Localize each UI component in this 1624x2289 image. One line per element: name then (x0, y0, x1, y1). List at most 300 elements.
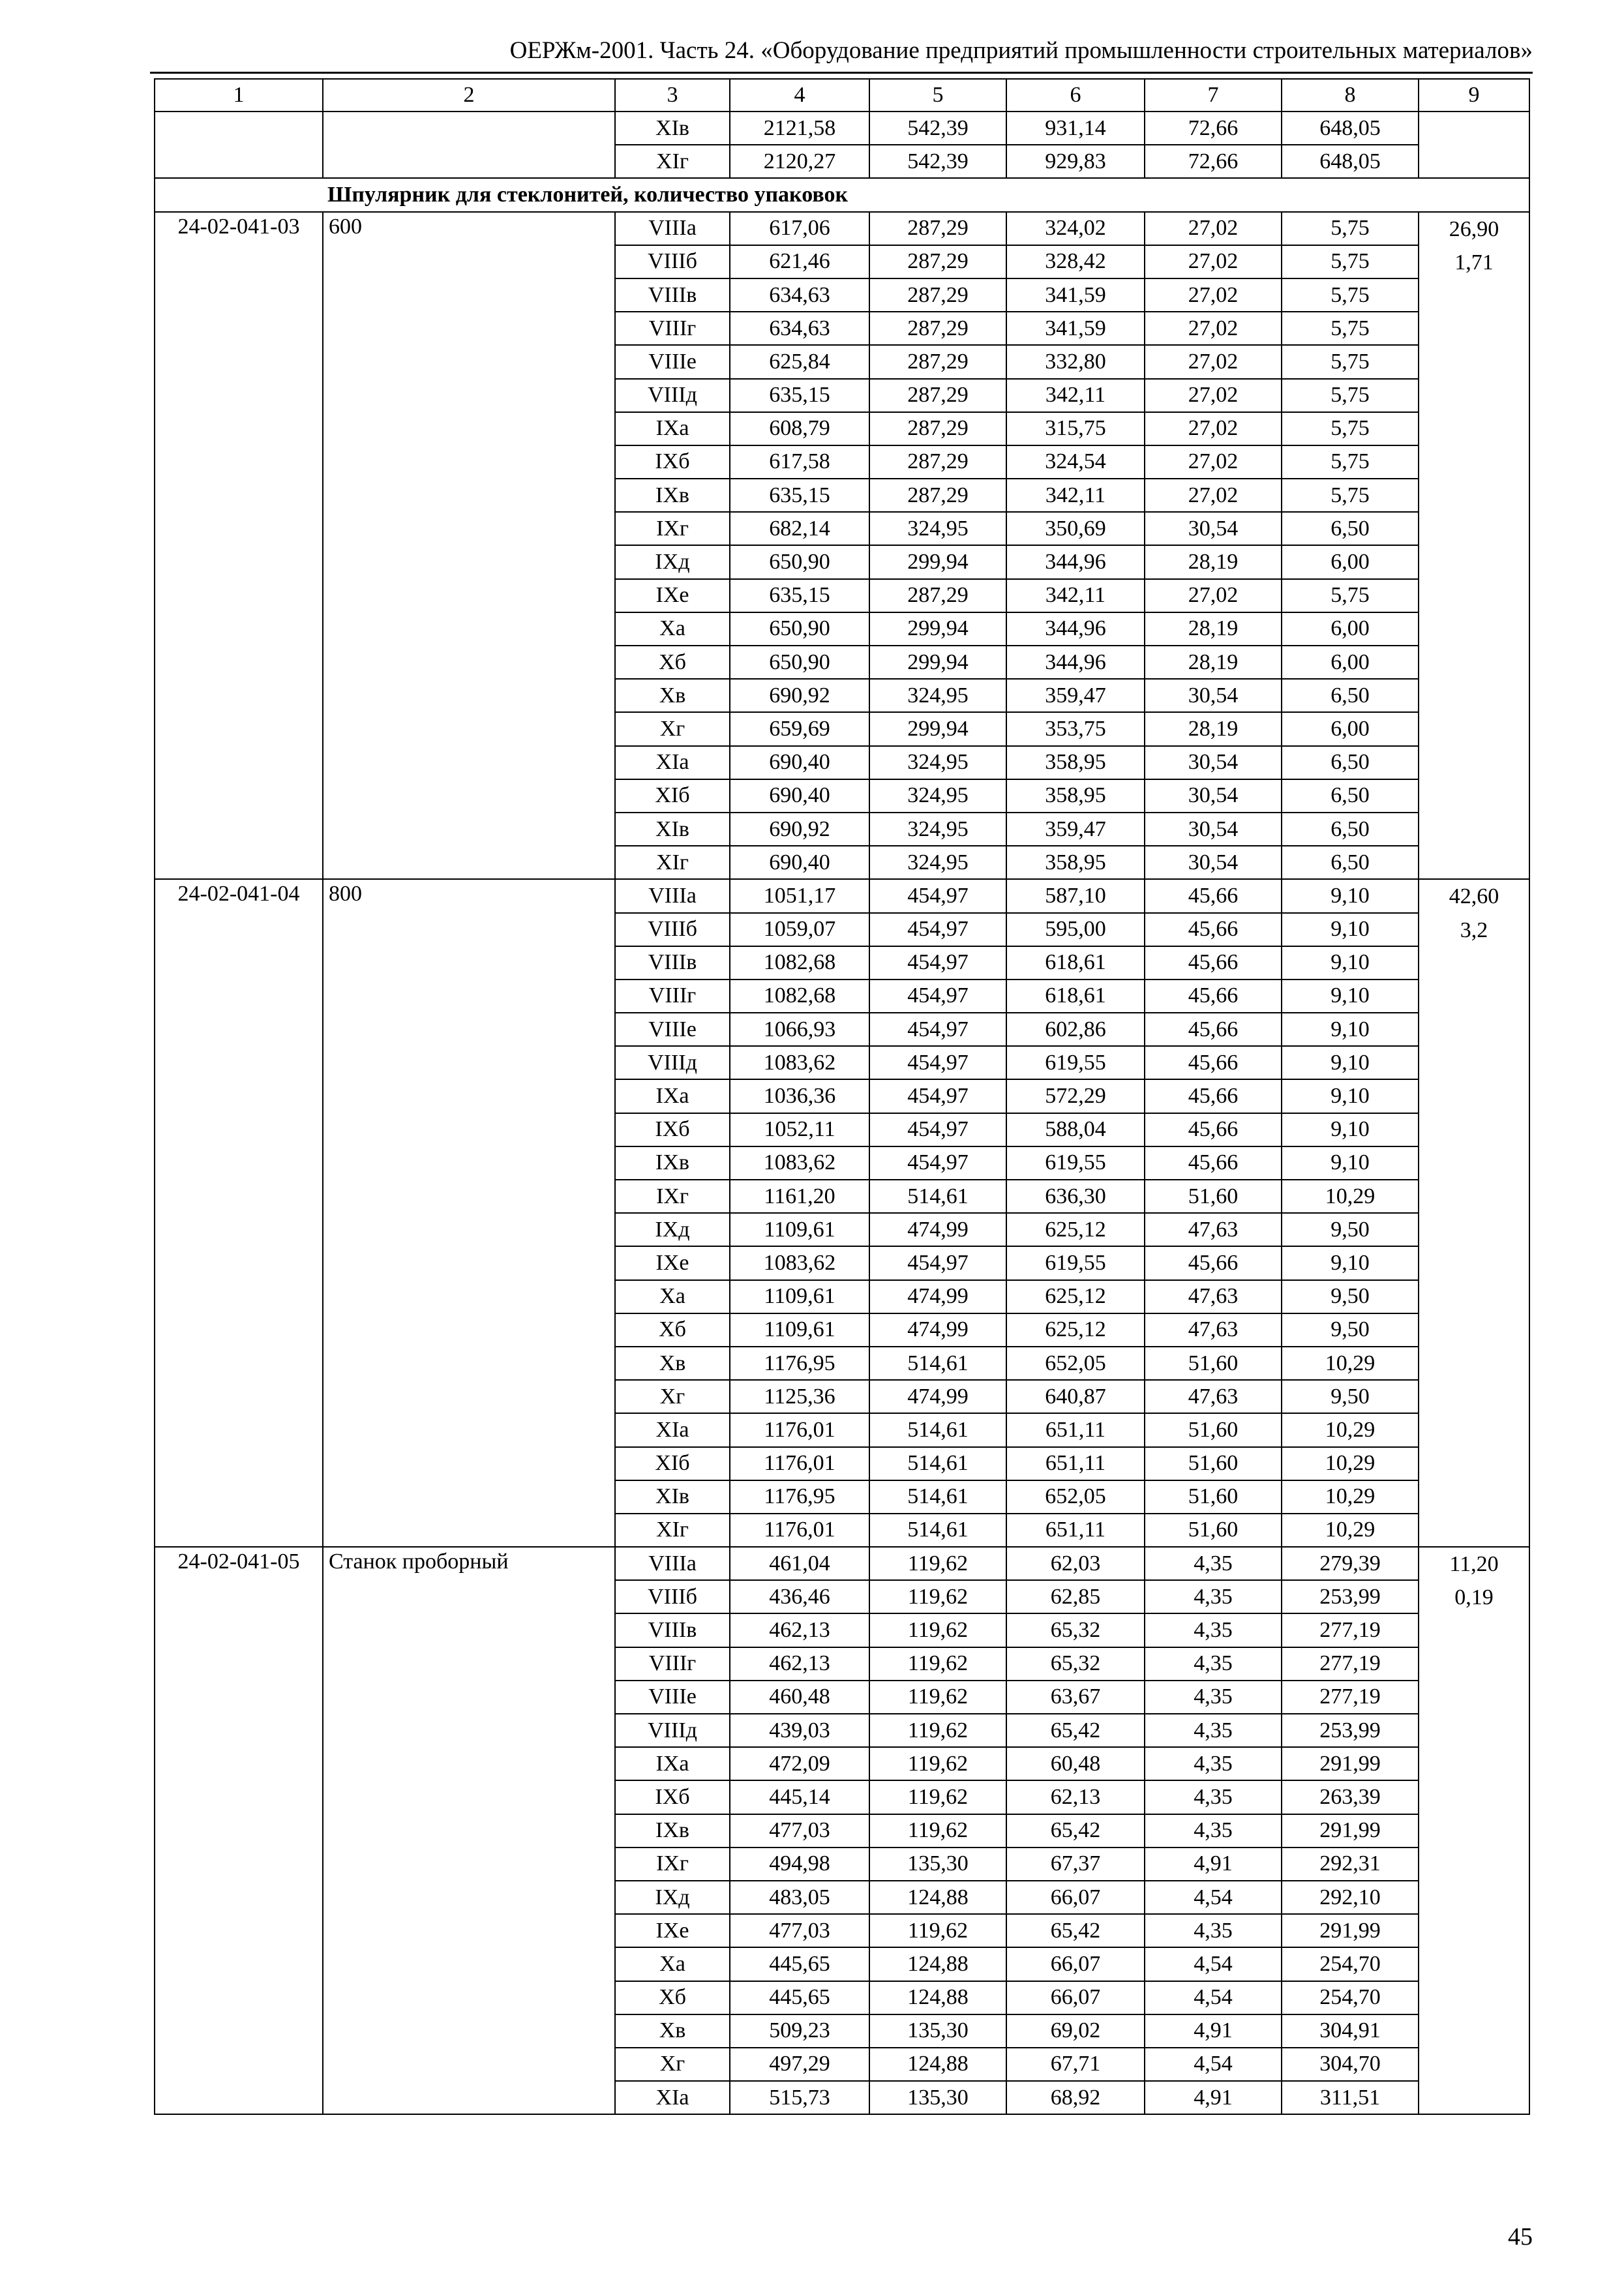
data-cell: 445,65 (730, 1981, 869, 2014)
item-code: 24-02-041-05 (155, 1547, 323, 2114)
data-cell: 650,90 (730, 646, 869, 679)
data-cell: 299,94 (869, 612, 1006, 646)
data-cell: IXв (615, 1146, 730, 1180)
data-cell: 254,70 (1282, 1947, 1419, 1981)
data-cell: XIа (615, 746, 730, 779)
data-cell: 483,05 (730, 1881, 869, 1914)
data-cell: 648,05 (1282, 145, 1419, 178)
data-cell: 291,99 (1282, 1814, 1419, 1848)
column-number-cell: 5 (869, 79, 1006, 112)
data-cell: 1083,62 (730, 1146, 869, 1180)
data-cell: 324,95 (869, 779, 1006, 813)
data-cell: VIIIа (615, 212, 730, 245)
data-cell: 341,59 (1006, 278, 1145, 312)
data-cell: 119,62 (869, 1914, 1006, 1947)
data-cell: 30,54 (1145, 679, 1282, 712)
data-cell: 28,19 (1145, 646, 1282, 679)
data-cell: 454,97 (869, 1146, 1006, 1180)
data-cell: 9,10 (1282, 1246, 1419, 1279)
data-cell: 253,99 (1282, 1580, 1419, 1613)
data-cell: 5,75 (1282, 379, 1419, 412)
data-cell: IXа (615, 412, 730, 445)
data-cell: XIа (615, 2081, 730, 2114)
data-cell: IXе (615, 579, 730, 612)
data-cell: 30,54 (1145, 813, 1282, 846)
data-cell: IXб (615, 1780, 730, 1814)
data-cell: 135,30 (869, 2081, 1006, 2114)
data-cell: 287,29 (869, 412, 1006, 445)
data-cell: 51,60 (1145, 1480, 1282, 1514)
data-cell: 514,61 (869, 1480, 1006, 1514)
data-cell: IXв (615, 1814, 730, 1848)
data-cell: 27,02 (1145, 245, 1282, 278)
data-cell: 65,42 (1006, 1714, 1145, 1747)
data-cell: 690,40 (730, 746, 869, 779)
data-cell: 10,29 (1282, 1347, 1419, 1380)
page-number: 45 (1508, 2223, 1533, 2251)
data-cell: 608,79 (730, 412, 869, 445)
data-cell: 4,91 (1145, 2081, 1282, 2114)
data-cell: 617,06 (730, 212, 869, 245)
data-cell: 51,60 (1145, 1514, 1282, 1547)
table-row (155, 1547, 1529, 1580)
column-number-cell: 3 (615, 79, 730, 112)
data-cell: 27,02 (1145, 479, 1282, 512)
data-cell: 542,39 (869, 145, 1006, 178)
data-cell: 454,97 (869, 1246, 1006, 1279)
data-cell: Xг (615, 712, 730, 745)
data-cell: 9,10 (1282, 1146, 1419, 1180)
data-cell: 461,04 (730, 1547, 869, 1580)
data-cell: 51,60 (1145, 1347, 1282, 1380)
data-cell: 51,60 (1145, 1413, 1282, 1446)
data-cell: 66,07 (1006, 1947, 1145, 1981)
data-cell: 358,95 (1006, 746, 1145, 779)
data-cell: 358,95 (1006, 779, 1145, 813)
data-cell: 635,15 (730, 379, 869, 412)
data-cell: Xб (615, 1313, 730, 1347)
data-cell: 477,03 (730, 1814, 869, 1848)
data-cell: 460,48 (730, 1681, 869, 1714)
data-cell: 1052,11 (730, 1113, 869, 1146)
data-cell: 1109,61 (730, 1313, 869, 1347)
section-row (155, 178, 1529, 211)
document-header-title: ОЕРЖм-2001. Часть 24. «Оборудование предприятий промышленности строительных материалов» (509, 37, 1533, 64)
data-cell: 4,35 (1145, 1714, 1282, 1747)
data-cell: 4,91 (1145, 1848, 1282, 1881)
data-cell: 474,99 (869, 1280, 1006, 1313)
data-cell: 617,58 (730, 445, 869, 479)
data-cell: 51,60 (1145, 1447, 1282, 1480)
data-cell: 5,75 (1282, 345, 1419, 378)
data-cell: 287,29 (869, 345, 1006, 378)
data-cell: 119,62 (869, 1580, 1006, 1613)
data-cell: 254,70 (1282, 1981, 1419, 2014)
data-cell: VIIIб (615, 913, 730, 946)
column-number-cell: 9 (1419, 79, 1529, 112)
data-cell: 65,32 (1006, 1613, 1145, 1647)
data-cell: 1059,07 (730, 913, 869, 946)
data-cell: 4,35 (1145, 1814, 1282, 1848)
data-cell: 45,66 (1145, 980, 1282, 1013)
data-cell: 287,29 (869, 245, 1006, 278)
data-cell: 344,96 (1006, 646, 1145, 679)
data-cell: 4,35 (1145, 1681, 1282, 1714)
data-cell: 287,29 (869, 278, 1006, 312)
data-cell: 30,54 (1145, 846, 1282, 879)
resource-cell (1419, 212, 1529, 880)
data-cell: Xа (615, 1280, 730, 1313)
data-cell: 135,30 (869, 1848, 1006, 1881)
data-cell: 287,29 (869, 312, 1006, 345)
data-cell: 542,39 (869, 112, 1006, 145)
data-cell: 595,00 (1006, 913, 1145, 946)
data-cell: 135,30 (869, 2014, 1006, 2048)
data-cell: 462,13 (730, 1613, 869, 1647)
data-cell: 324,95 (869, 512, 1006, 545)
item-code: 24-02-041-03 (155, 212, 323, 880)
data-cell: 1176,01 (730, 1514, 869, 1547)
column-number-cell: 4 (730, 79, 869, 112)
data-cell: 6,50 (1282, 846, 1419, 879)
data-cell: 69,02 (1006, 2014, 1145, 2048)
table-row (155, 879, 1529, 912)
data-cell: 436,46 (730, 1580, 869, 1613)
data-cell: VIIIд (615, 1046, 730, 1079)
data-cell: 5,75 (1282, 579, 1419, 612)
data-cell: IXг (615, 1848, 730, 1881)
data-cell: 27,02 (1145, 212, 1282, 245)
data-cell: 454,97 (869, 1046, 1006, 1079)
data-cell: 277,19 (1282, 1647, 1419, 1681)
data-cell: 4,35 (1145, 1647, 1282, 1681)
data-cell: 119,62 (869, 1780, 1006, 1814)
data-cell: 625,12 (1006, 1280, 1145, 1313)
data-cell: XIа (615, 1413, 730, 1446)
data-cell: 30,54 (1145, 746, 1282, 779)
data-cell: 454,97 (869, 946, 1006, 980)
data-cell: 304,91 (1282, 2014, 1419, 2048)
data-cell: 5,75 (1282, 212, 1419, 245)
data-cell: 27,02 (1145, 345, 1282, 378)
data-cell: 324,95 (869, 813, 1006, 846)
data-cell: 6,00 (1282, 712, 1419, 745)
data-cell: XIб (615, 1447, 730, 1480)
data-cell: 1161,20 (730, 1180, 869, 1213)
data-cell: IXв (615, 479, 730, 512)
data-cell: 619,55 (1006, 1046, 1145, 1079)
data-cell: 619,55 (1006, 1246, 1145, 1279)
data-cell: 119,62 (869, 1681, 1006, 1714)
data-cell: 324,54 (1006, 445, 1145, 479)
data-cell: 9,10 (1282, 980, 1419, 1013)
data-cell: 10,29 (1282, 1447, 1419, 1480)
data-cell: 588,04 (1006, 1113, 1145, 1146)
data-cell: 648,05 (1282, 112, 1419, 145)
data-cell: 454,97 (869, 1079, 1006, 1113)
resource-value: 11,20 (1449, 1552, 1499, 1577)
data-cell: 9,10 (1282, 1013, 1419, 1046)
resource-cell (1419, 1547, 1529, 2114)
data-cell: 9,50 (1282, 1213, 1419, 1246)
data-cell: Xг (615, 1380, 730, 1413)
data-cell: Xв (615, 679, 730, 712)
data-cell: 342,11 (1006, 579, 1145, 612)
data-cell: VIIIе (615, 1681, 730, 1714)
data-cell: 287,29 (869, 579, 1006, 612)
data-cell: 474,99 (869, 1380, 1006, 1413)
data-cell: 634,63 (730, 312, 869, 345)
data-cell: 67,71 (1006, 2048, 1145, 2081)
data-cell: 45,66 (1145, 879, 1282, 912)
data-cell: 651,11 (1006, 1514, 1145, 1547)
data-cell: 9,10 (1282, 1046, 1419, 1079)
data-cell: 62,85 (1006, 1580, 1145, 1613)
data-cell: XIв (615, 813, 730, 846)
data-cell: 287,29 (869, 212, 1006, 245)
data-cell: 9,10 (1282, 946, 1419, 980)
data-cell: 124,88 (869, 1947, 1006, 1981)
data-cell: 27,02 (1145, 579, 1282, 612)
data-cell: 4,35 (1145, 1914, 1282, 1947)
data-cell: 1176,95 (730, 1480, 869, 1514)
data-cell: VIIIв (615, 946, 730, 980)
data-cell: 1066,93 (730, 1013, 869, 1046)
data-cell: 27,02 (1145, 379, 1282, 412)
data-cell: 45,66 (1145, 1246, 1282, 1279)
data-cell: 45,66 (1145, 1046, 1282, 1079)
data-cell: Xв (615, 1347, 730, 1380)
data-cell: 279,39 (1282, 1547, 1419, 1580)
data-cell: VIIIа (615, 879, 730, 912)
data-cell: 515,73 (730, 2081, 869, 2114)
data-cell: 514,61 (869, 1514, 1006, 1547)
data-cell: 6,50 (1282, 779, 1419, 813)
data-cell: 27,02 (1145, 312, 1282, 345)
data-cell: Xб (615, 646, 730, 679)
data-cell: 119,62 (869, 1547, 1006, 1580)
data-cell: 651,11 (1006, 1447, 1145, 1480)
data-cell: 9,50 (1282, 1280, 1419, 1313)
data-cell: Xг (615, 2048, 730, 2081)
data-cell: 4,35 (1145, 1747, 1282, 1780)
column-number-cell: 6 (1006, 79, 1145, 112)
data-cell: 690,92 (730, 679, 869, 712)
data-cell: 6,00 (1282, 646, 1419, 679)
data-cell: 636,30 (1006, 1180, 1145, 1213)
item-name: Станок проборный (323, 1547, 615, 2114)
data-cell: 690,92 (730, 813, 869, 846)
data-cell: 62,13 (1006, 1780, 1145, 1814)
data-cell: 299,94 (869, 545, 1006, 578)
data-cell: 5,75 (1282, 278, 1419, 312)
data-cell: 119,62 (869, 1814, 1006, 1848)
data-cell: 509,23 (730, 2014, 869, 2048)
data-cell: 342,11 (1006, 379, 1145, 412)
data-cell: VIIIв (615, 278, 730, 312)
data-cell: 4,91 (1145, 2014, 1282, 2048)
data-cell: 10,29 (1282, 1514, 1419, 1547)
data-cell: 572,29 (1006, 1079, 1145, 1113)
data-cell: 621,46 (730, 245, 869, 278)
data-cell: 477,03 (730, 1914, 869, 1947)
data-cell: IXг (615, 1180, 730, 1213)
data-cell: 454,97 (869, 913, 1006, 946)
data-cell: 929,83 (1006, 145, 1145, 178)
data-cell: 640,87 (1006, 1380, 1145, 1413)
column-number-cell: 1 (155, 79, 323, 112)
data-cell: 651,11 (1006, 1413, 1145, 1446)
data-cell: 28,19 (1145, 612, 1282, 646)
data-cell: XIг (615, 145, 730, 178)
data-cell: 350,69 (1006, 512, 1145, 545)
data-cell: IXг (615, 512, 730, 545)
data-cell: 2120,27 (730, 145, 869, 178)
data-cell: 445,65 (730, 1947, 869, 1981)
data-cell: 358,95 (1006, 846, 1145, 879)
data-cell: 45,66 (1145, 913, 1282, 946)
data-cell: 454,97 (869, 879, 1006, 912)
data-cell: 359,47 (1006, 679, 1145, 712)
data-cell: VIIIа (615, 1547, 730, 1580)
column-number-row (155, 79, 1529, 112)
data-cell: 67,37 (1006, 1848, 1145, 1881)
data-cell: 263,39 (1282, 1780, 1419, 1814)
data-cell: VIIIб (615, 245, 730, 278)
data-cell: 27,02 (1145, 412, 1282, 445)
data-cell: 10,29 (1282, 1180, 1419, 1213)
data-cell: 659,69 (730, 712, 869, 745)
data-cell: 277,19 (1282, 1681, 1419, 1714)
data-cell: VIIIе (615, 345, 730, 378)
data-cell: 287,29 (869, 445, 1006, 479)
note-cell (1419, 112, 1529, 178)
data-cell: 6,00 (1282, 612, 1419, 646)
data-cell: 65,32 (1006, 1647, 1145, 1681)
data-cell: IXе (615, 1914, 730, 1947)
item-code: 24-02-041-04 (155, 879, 323, 1547)
data-cell: 690,40 (730, 779, 869, 813)
data-cell: 6,00 (1282, 545, 1419, 578)
header-rule (150, 72, 1533, 74)
data-cell: 60,48 (1006, 1747, 1145, 1780)
data-cell: 5,75 (1282, 412, 1419, 445)
data-cell: 344,96 (1006, 545, 1145, 578)
data-cell: 1176,95 (730, 1347, 869, 1380)
data-cell: 291,99 (1282, 1747, 1419, 1780)
data-cell: 4,35 (1145, 1580, 1282, 1613)
column-number-cell: 7 (1145, 79, 1282, 112)
data-cell: 47,63 (1145, 1213, 1282, 1246)
data-cell: 45,66 (1145, 1146, 1282, 1180)
data-cell: 65,42 (1006, 1914, 1145, 1947)
data-cell: 9,10 (1282, 1079, 1419, 1113)
table-row (155, 212, 1529, 245)
data-cell: 124,88 (869, 1881, 1006, 1914)
data-cell: 474,99 (869, 1313, 1006, 1347)
data-cell: 30,54 (1145, 512, 1282, 545)
data-cell: 324,95 (869, 746, 1006, 779)
data-cell: 65,42 (1006, 1814, 1145, 1848)
data-cell: 4,35 (1145, 1780, 1282, 1814)
data-cell: 119,62 (869, 1747, 1006, 1780)
column-number-cell: 8 (1282, 79, 1419, 112)
data-cell: 28,19 (1145, 545, 1282, 578)
item-name: 800 (323, 879, 615, 1547)
data-cell: 5,75 (1282, 245, 1419, 278)
data-cell: 625,84 (730, 345, 869, 378)
data-cell: 324,02 (1006, 212, 1145, 245)
data-cell: XIг (615, 846, 730, 879)
data-cell: 119,62 (869, 1714, 1006, 1747)
data-cell: 51,60 (1145, 1180, 1282, 1213)
data-cell: 2121,58 (730, 112, 869, 145)
data-cell: IXа (615, 1079, 730, 1113)
data-cell: 124,88 (869, 1981, 1006, 2014)
data-cell: 4,35 (1145, 1613, 1282, 1647)
data-cell: 652,05 (1006, 1347, 1145, 1380)
code-cell (155, 112, 323, 178)
data-cell: 514,61 (869, 1347, 1006, 1380)
data-cell: 47,63 (1145, 1313, 1282, 1347)
data-cell: 315,75 (1006, 412, 1145, 445)
data-cell: VIIIг (615, 312, 730, 345)
data-cell: Xа (615, 612, 730, 646)
data-cell: 28,19 (1145, 712, 1282, 745)
data-cell: XIв (615, 1480, 730, 1514)
data-cell: 45,66 (1145, 1113, 1282, 1146)
data-cell: 68,92 (1006, 2081, 1145, 2114)
data-cell: 682,14 (730, 512, 869, 545)
data-cell: 292,10 (1282, 1881, 1419, 1914)
data-cell: 324,95 (869, 679, 1006, 712)
data-cell: 1176,01 (730, 1447, 869, 1480)
data-cell: 72,66 (1145, 112, 1282, 145)
data-cell: 1083,62 (730, 1246, 869, 1279)
data-cell: 311,51 (1282, 2081, 1419, 2114)
data-cell: 287,29 (869, 379, 1006, 412)
data-cell: 72,66 (1145, 145, 1282, 178)
data-cell: 652,05 (1006, 1480, 1145, 1514)
data-cell: IXд (615, 545, 730, 578)
data-cell: 9,10 (1282, 1113, 1419, 1146)
data-cell: 45,66 (1145, 1079, 1282, 1113)
data-cell: 634,63 (730, 278, 869, 312)
data-cell: VIIIд (615, 1714, 730, 1747)
data-cell: VIIIе (615, 1013, 730, 1046)
data-cell: IXа (615, 1747, 730, 1780)
data-cell: 292,31 (1282, 1848, 1419, 1881)
data-cell: 454,97 (869, 1013, 1006, 1046)
data-cell: 618,61 (1006, 980, 1145, 1013)
data-cell: 6,50 (1282, 746, 1419, 779)
data-cell: IXд (615, 1881, 730, 1914)
data-cell: 587,10 (1006, 879, 1145, 912)
resource-cell (1419, 879, 1529, 1547)
data-cell: XIб (615, 779, 730, 813)
data-cell: 1176,01 (730, 1413, 869, 1446)
data-cell: 1082,68 (730, 980, 869, 1013)
data-cell: VIIIд (615, 379, 730, 412)
data-cell: 332,80 (1006, 345, 1145, 378)
data-cell: 27,02 (1145, 445, 1282, 479)
data-cell: 353,75 (1006, 712, 1145, 745)
data-cell: VIIIв (615, 1613, 730, 1647)
data-cell: 299,94 (869, 646, 1006, 679)
data-cell: Xа (615, 1947, 730, 1981)
data-cell: IXд (615, 1213, 730, 1246)
data-cell: 1125,36 (730, 1380, 869, 1413)
